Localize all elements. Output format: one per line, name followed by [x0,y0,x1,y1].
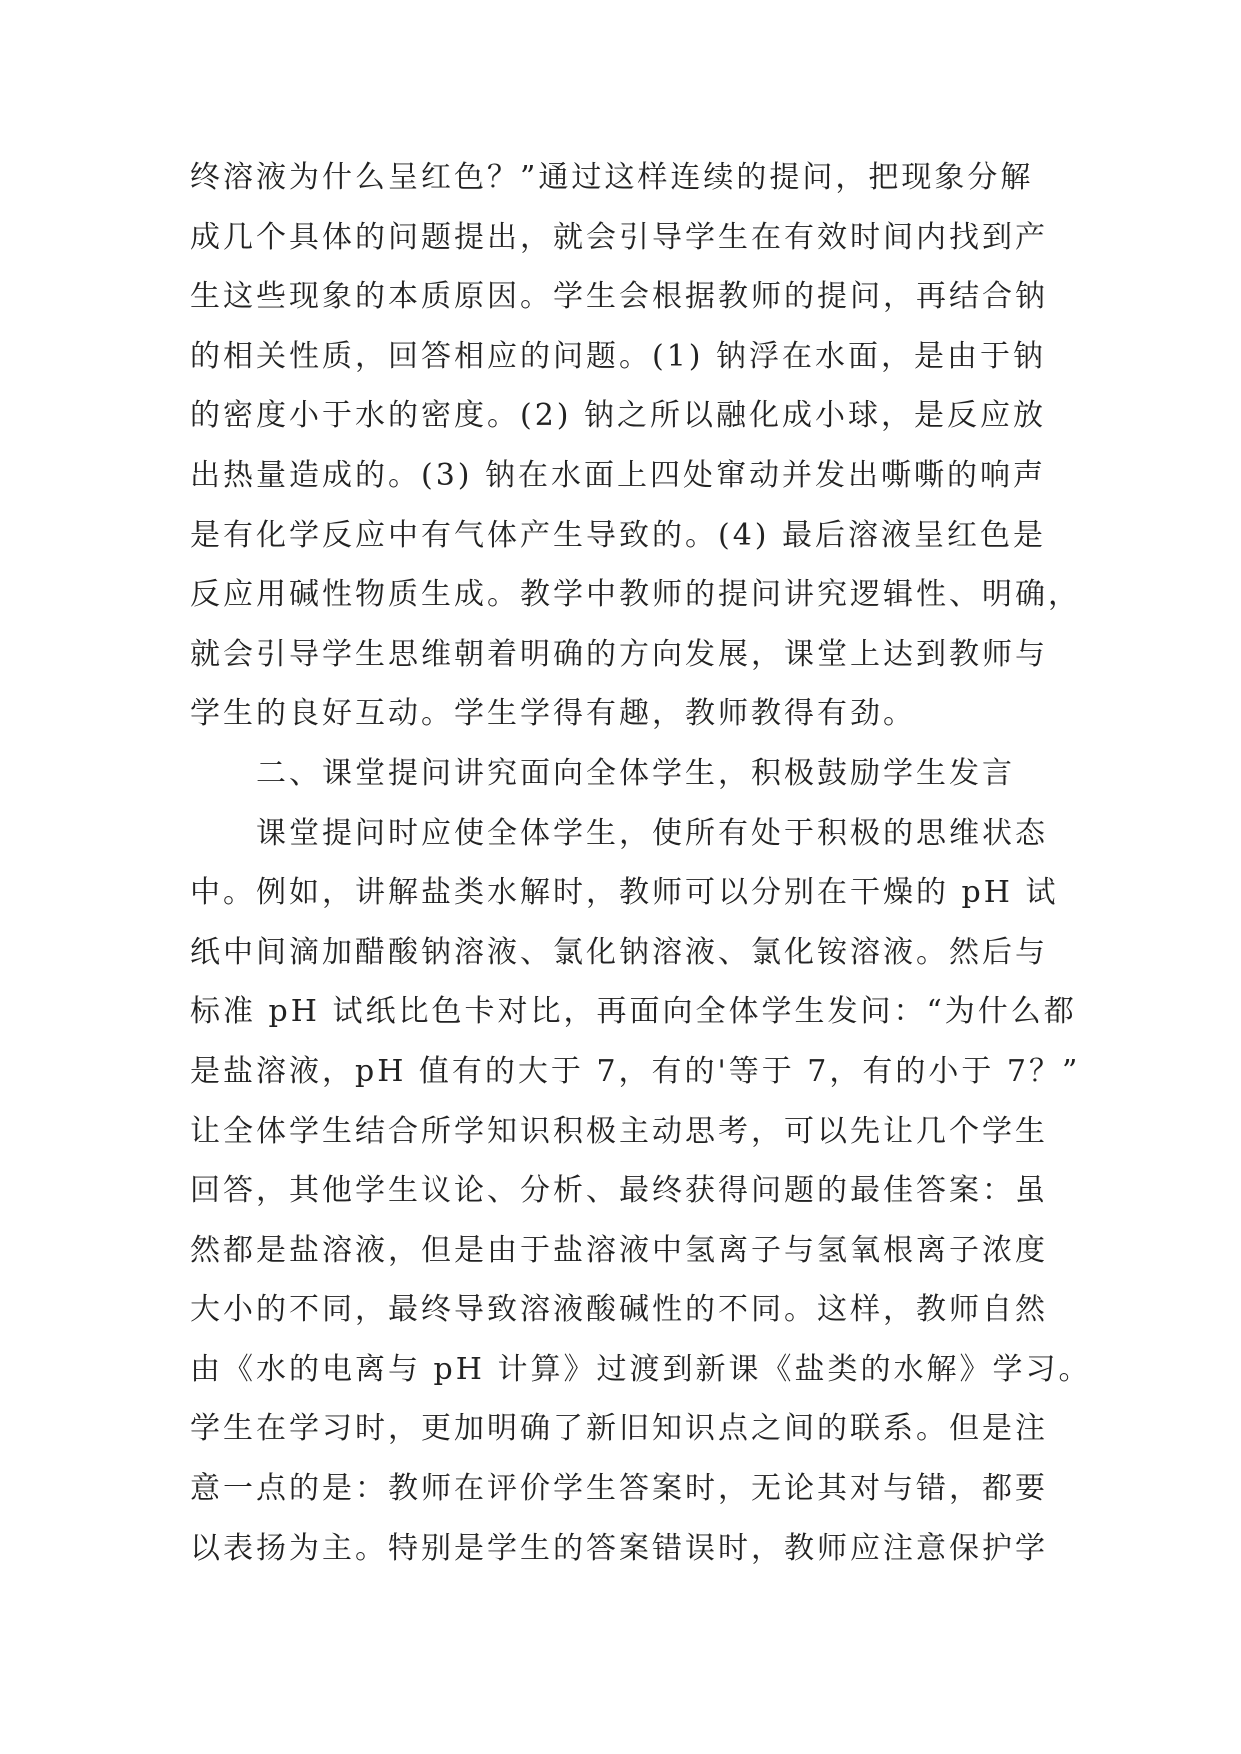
text-line: 纸中间滴加醋酸钠溶液、氯化钠溶液、氯化铵溶液。然后与 [190,934,1048,970]
text-line: 意一点的是：教师在评价学生答案时，无论其对与错，都要 [190,1471,1048,1507]
text-line: 反应用碱性物质生成。教学中教师的提问讲究逻辑性、明确， [190,577,1081,613]
text-line: 终溶液为什么呈红色？”通过这样连续的提问，把现象分解 [190,160,1034,195]
text-line: 标准 pH 试纸比色卡对比，再面向全体学生发问：“为什么都 [190,994,1077,1030]
text-line: 学生的良好互动。学生学得有趣，教师教得有劲。 [190,696,916,732]
text-line: 就会引导学生思维朝着明确的方向发展，课堂上达到教师与 [190,636,1048,672]
text-line: 以表扬为主。特别是学生的答案错误时，教师应注意保护学 [190,1530,1048,1566]
text-line: 让全体学生结合所学知识积极主动思考，可以先让几个学生 [190,1113,1048,1149]
text-line: 成几个具体的问题提出，就会引导学生在有效时间内找到产 [190,219,1048,255]
text-line: 是有化学反应中有气体产生导致的。(4) 最后溶液呈红色是 [190,517,1047,553]
document-body [190,148,1092,1578]
text-line: 生这些现象的本质原因。学生会根据教师的提问，再结合钠 [190,279,1048,315]
text-line: 是盐溶液，pH 值有的大于 7，有的'等于 7，有的小于 7？” [190,1053,1081,1089]
text-line: 的相关性质，回答相应的问题。(1) 钠浮在水面，是由于钠 [190,338,1047,374]
paragraph-first-line: 课堂提问时应使全体学生，使所有处于积极的思维状态 [256,815,1048,851]
text-line: 学生在学习时，更加明确了新旧知识点之间的联系。但是注 [190,1411,1048,1447]
text-line: 由《水的电离与 pH 计算》过渡到新课《盐类的水解》学习。 [190,1351,1092,1387]
text-line: 中。例如，讲解盐类水解时，教师可以分别在干燥的 pH 试 [190,875,1059,911]
section-heading: 二、课堂提问讲究面向全体学生，积极鼓励学生发言 [256,755,1015,791]
text-line: 然都是盐溶液，但是由于盐溶液中氢离子与氢氧根离子浓度 [190,1232,1048,1268]
text-line: 出热量造成的。(3) 钠在水面上四处窜动并发出嘶嘶的响声 [190,457,1047,493]
text-line: 的密度小于水的密度。(2) 钠之所以融化成小球，是反应放 [190,398,1047,434]
text-line: 回答，其他学生议论、分析、最终获得问题的最佳答案：虽 [190,1173,1048,1209]
text-line: 大小的不同，最终导致溶液酸碱性的不同。这样，教师自然 [190,1292,1048,1328]
